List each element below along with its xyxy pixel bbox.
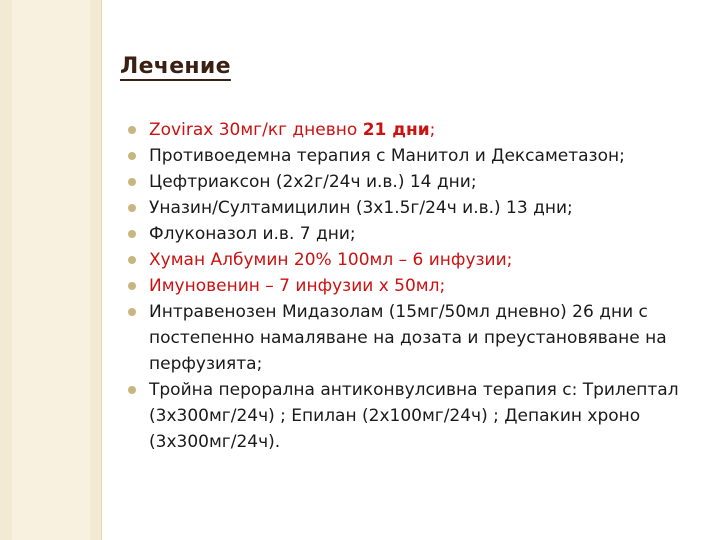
item-text: Тройна перорална антиконвулсивна терапия с: Трилептал (3х300мг/24ч) ; Епилан (2х100мг/24ч) ; Депакин хроно (3х300мг/24ч). [149, 380, 679, 452]
item-text: Хуман Албумин 20% 100мл – 6 инфузии; [149, 250, 513, 270]
list-item [128, 299, 708, 377]
item-text: Противоедемна терапия с Манитол и Дексаметазон; [149, 146, 625, 166]
bullet-icon [128, 152, 136, 160]
bullet-icon [128, 308, 136, 316]
bullet-icon [128, 126, 136, 134]
list-item [128, 195, 708, 221]
item-text: Уназин/Султамицилин (3х1.5г/24ч и.в.) 13 дни; [149, 198, 573, 218]
punctuation-text: ; [429, 120, 436, 140]
bullet-icon [128, 256, 136, 264]
bullet-icon [128, 178, 136, 186]
list-item [128, 377, 708, 455]
bullet-icon [128, 282, 136, 290]
side-band-divider [101, 0, 102, 540]
item-text: Имуновенин – 7 инфузии х 50мл; [149, 276, 446, 296]
bullet-icon [128, 204, 136, 212]
bullet-icon [128, 386, 136, 394]
duration-text: 21 дни [362, 120, 430, 140]
list-item [128, 247, 708, 273]
list-item [128, 273, 708, 299]
decorative-side-band [0, 0, 102, 540]
treatment-list [128, 117, 708, 455]
list-item [128, 143, 708, 169]
item-text: Флуконазол и.в. 7 дни; [149, 224, 356, 244]
decorative-side-band-inner [12, 0, 90, 540]
item-text: Интравенозен Мидазолам (15мг/50мл дневно) 26 дни с постепенно намаляване на дозата и преустановяване на перфузията; [149, 302, 667, 374]
slide-title: Лечение [120, 54, 231, 79]
list-item [128, 221, 708, 247]
bullet-icon [128, 230, 136, 238]
item-text: Цефтриаксон (2х2г/24ч и.в.) 14 дни; [149, 172, 477, 192]
list-item [128, 169, 708, 195]
list-item [128, 117, 708, 143]
drug-text: Zovirax 30мг/кг дневно [149, 120, 363, 140]
